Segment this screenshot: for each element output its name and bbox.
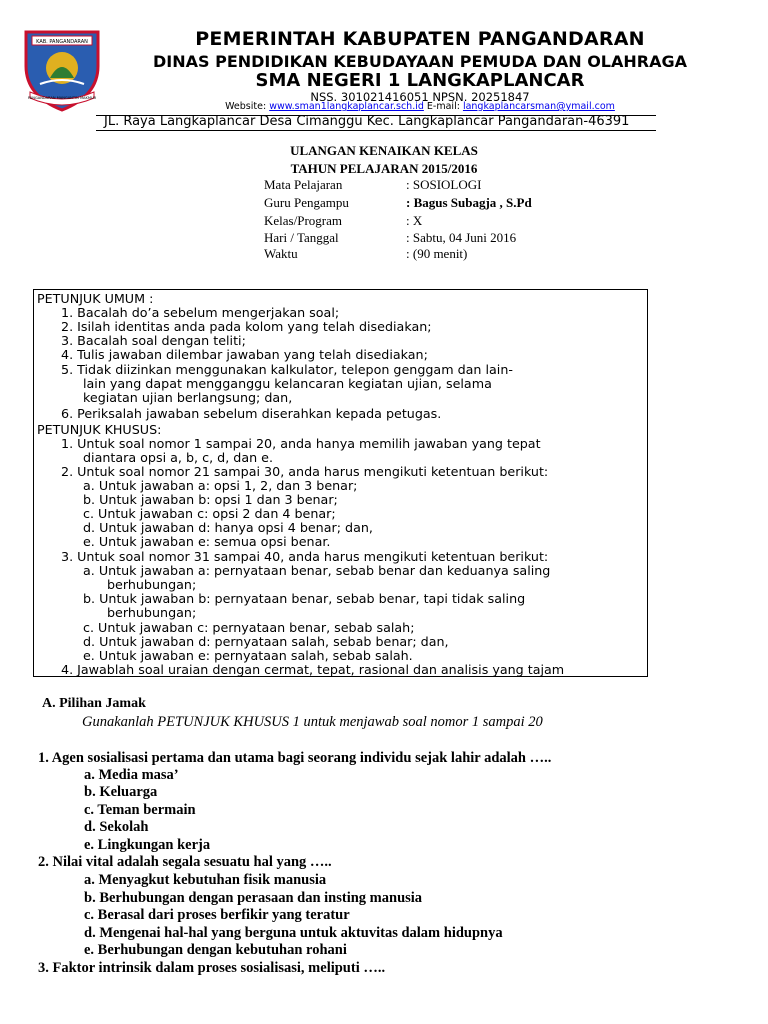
section-instruction: Gunakanlah PETUNJUK KHUSUS 1 untuk menjawab soal nomor 1 sampai 20 — [82, 714, 543, 730]
regency-logo — [20, 26, 104, 112]
specific-instruction-item: e. Untuk jawaban e: pernyataan salah, sebab salah. — [83, 648, 413, 663]
general-instruction-item: 3. Bacalah soal dengan teliti; — [61, 333, 246, 348]
info-key: Kelas/Program — [264, 213, 342, 228]
question-option: e. Berhubungan dengan kebutuhan rohani — [84, 942, 347, 958]
logo-ribbon-text: PANGANDARAN MANGANTIN MAKMUR — [27, 96, 97, 100]
question-1: 1. Agen sosialisasi pertama dan utama bagi seorang individu sejak lahir adalah ….. — [38, 750, 552, 766]
specific-instructions-heading: PETUNJUK KHUSUS: — [37, 422, 162, 437]
specific-instruction-item: d. Untuk jawaban d: pernyataan salah, sebab benar; dan, — [83, 634, 449, 649]
info-key: Waktu — [264, 246, 298, 261]
question-option: b. Berhubungan dengan perasaan dan insting manusia — [84, 890, 423, 906]
info-value: : (90 menit) — [406, 246, 468, 261]
instructions-box — [33, 289, 648, 677]
general-instruction-item: 2. Isilah identitas anda pada kolom yang telah disediakan; — [61, 319, 432, 334]
specific-instruction-item: c. Untuk jawaban c: opsi 2 dan 4 benar; — [83, 506, 336, 521]
section-heading: A. Pilihan Jamak — [42, 696, 146, 711]
specific-instruction-item: 2. Untuk soal nomor 21 sampai 30, anda harus mengikuti ketentuan berikut: — [61, 464, 549, 479]
letterhead-contact — [100, 101, 740, 112]
general-instruction-item: lain yang dapat mengganggu kelancaran kegiatan ujian, selama — [83, 376, 492, 391]
specific-instruction-item: berhubungan; — [107, 577, 197, 592]
exam-title: ULANGAN KENAIKAN KELAS — [290, 143, 478, 158]
letterhead-line-1: PEMERINTAH KABUPATEN PANGANDARAN — [195, 28, 645, 50]
specific-instruction-item: e. Untuk jawaban e: semua opsi benar. — [83, 534, 331, 549]
specific-instruction-item: c. Untuk jawaban c: pernyataan benar, sebab salah; — [83, 620, 415, 635]
general-instruction-item: 5. Tidak diizinkan menggunakan kalkulator, telepon genggam dan lain- — [61, 362, 513, 377]
info-row-subject — [264, 177, 481, 193]
letterhead-nss-npsn: NSS. 301021416051 NPSN. 20251847 — [310, 90, 530, 104]
general-instruction-item: 6. Periksalah jawaban sebelum diserahkan kepada petugas. — [61, 406, 442, 421]
specific-instruction-item: berhubungan; — [107, 605, 197, 620]
info-row-time — [264, 246, 467, 262]
general-instruction-item: 4. Tulis jawaban dilembar jawaban yang telah disediakan; — [61, 347, 428, 362]
website-label: Website: — [225, 101, 270, 112]
specific-instruction-item: b. Untuk jawaban b: pernyataan benar, sebab benar, tapi tidak saling — [83, 591, 526, 606]
letterhead-school-name: SMA NEGERI 1 LANGKAPLANCAR — [255, 70, 585, 91]
info-key: Hari / Tanggal — [264, 230, 339, 245]
question-2: 2. Nilai vital adalah segala sesuatu hal yang ….. — [38, 854, 332, 870]
info-row-teacher — [264, 195, 532, 211]
specific-instruction-item: 3. Untuk soal nomor 31 sampai 40, anda harus mengikuti ketentuan berikut: — [61, 549, 549, 564]
question-option: d. Mengenai hal-hal yang berguna untuk aktuvitas dalam hidupnya — [84, 925, 503, 941]
email-label: E-mail: — [423, 101, 463, 112]
specific-instruction-item: diantara opsi a, b, c, d, dan e. — [83, 450, 274, 465]
question-option: a. Media masa’ — [84, 767, 179, 783]
letterhead-line-2: DINAS PENDIDIKAN KEBUDAYAAN PEMUDA DAN OLAHRAGA — [152, 52, 687, 71]
specific-instruction-item: a. Untuk jawaban a: opsi 1, 2, dan 3 benar; — [83, 478, 358, 493]
info-value: : SOSIOLOGI — [406, 177, 482, 192]
letterhead-rule-bottom — [96, 130, 656, 131]
general-instructions-heading: PETUNJUK UMUM : — [37, 291, 154, 306]
letterhead-address: JL. Raya Langkaplancar Desa Cimanggu Kec. Langkaplancar Pangandaran-46391 — [104, 114, 630, 129]
specific-instruction-item: 1. Untuk soal nomor 1 sampai 20, anda hanya memilih jawaban yang tepat — [61, 436, 541, 451]
exam-year: TAHUN PELAJARAN 2015/2016 — [290, 161, 478, 176]
specific-instruction-item: b. Untuk jawaban b: opsi 1 dan 3 benar; — [83, 492, 338, 507]
question-3: 3. Faktor intrinsik dalam proses sosialisasi, meliputi ….. — [38, 960, 386, 976]
general-instruction-item: kegiatan ujian berlangsung; dan, — [83, 390, 293, 405]
info-value: : Sabtu, 04 Juni 2016 — [406, 230, 517, 245]
question-option: c. Teman bermain — [84, 802, 196, 818]
specific-instruction-item: d. Untuk jawaban d: hanya opsi 4 benar; dan, — [83, 520, 373, 535]
info-key: Guru Pengampu — [264, 195, 349, 210]
info-value: : X — [406, 213, 423, 228]
info-row-class — [264, 213, 422, 229]
question-option: e. Lingkungan kerja — [84, 837, 211, 853]
question-option: b. Keluarga — [84, 784, 158, 800]
logo-banner-text: KAB. PANGANDARAN — [36, 39, 88, 45]
website-link[interactable]: www.sman1langkaplancar.sch.id — [269, 101, 424, 112]
question-option: d. Sekolah — [84, 819, 149, 835]
email-link[interactable]: langkaplancarsman@ymail.com — [462, 101, 615, 112]
question-option: a. Menyagkut kebutuhan fisik manusia — [84, 872, 327, 888]
question-option: c. Berasal dari proses berfikir yang teratur — [84, 907, 350, 923]
info-key: Mata Pelajaran — [264, 177, 343, 192]
info-value: : Bagus Subagja , S.Pd — [406, 195, 532, 210]
general-instruction-item: 1. Bacalah do’a sebelum mengerjakan soal; — [61, 305, 340, 320]
specific-instruction-item: 4. Jawablah soal uraian dengan cermat, tepat, rasional dan analisis yang tajam — [61, 662, 565, 677]
specific-instruction-item: a. Untuk jawaban a: pernyataan benar, sebab benar dan keduanya saling — [83, 563, 551, 578]
info-row-date — [264, 230, 516, 246]
